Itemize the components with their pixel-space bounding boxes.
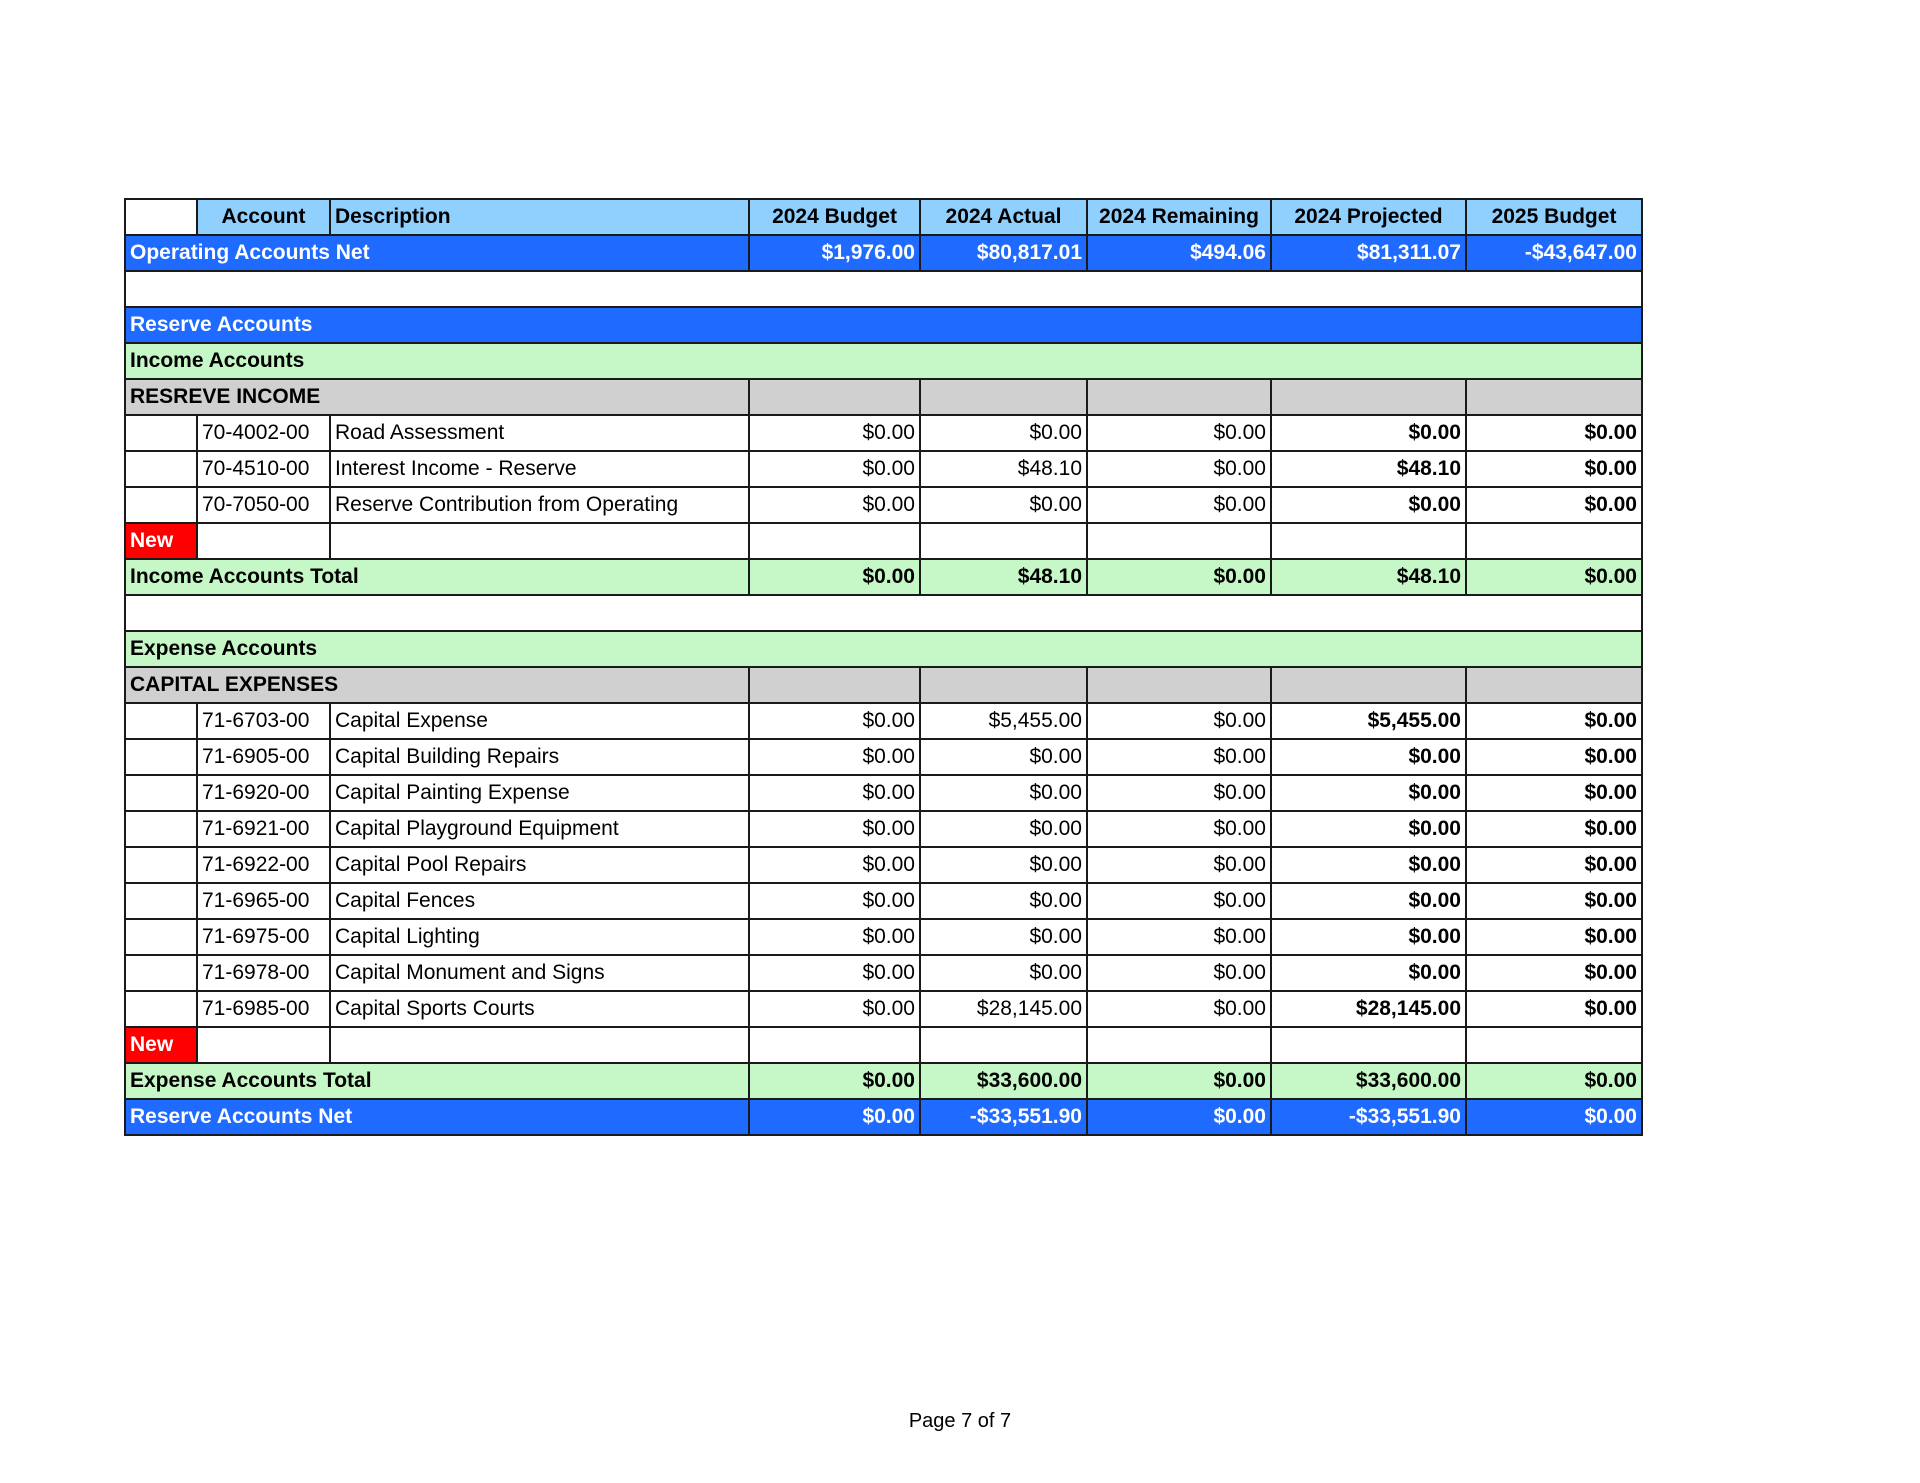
amount-cell: $0.00 [1466,739,1642,775]
operating-net-value: $81,311.07 [1271,235,1466,271]
income-group-label: RESREVE INCOME [125,379,749,415]
empty-cell [920,523,1087,559]
table-row [125,739,1642,775]
account-description: Capital Sports Courts [330,991,749,1027]
account-description: Capital Monument and Signs [330,955,749,991]
reserve-title: Reserve Accounts [125,307,1642,343]
header-col: 2024 Remaining [1087,199,1271,235]
row-marker [125,883,197,919]
table-row [125,451,1642,487]
account-code: 71-6920-00 [197,775,330,811]
amount-cell: $0.00 [920,415,1087,451]
total-value: $0.00 [749,1063,920,1099]
spacer [125,271,1642,307]
amount-cell: $0.00 [920,919,1087,955]
amount-cell: $0.00 [1087,775,1271,811]
amount-cell: $0.00 [920,811,1087,847]
table-row [125,991,1642,1027]
amount-cell: $0.00 [749,415,920,451]
amount-cell: $0.00 [1087,919,1271,955]
empty-cell [920,1027,1087,1063]
account-code: 70-7050-00 [197,487,330,523]
new-badge: New [125,523,197,559]
account-description: Capital Playground Equipment [330,811,749,847]
amount-cell: $0.00 [1466,451,1642,487]
row-marker [125,919,197,955]
amount-cell: $28,145.00 [920,991,1087,1027]
amount-cell: $0.00 [1087,739,1271,775]
group-blank [1271,379,1466,415]
total-value: $48.10 [1271,559,1466,595]
row-marker [125,991,197,1027]
expense-title: Expense Accounts [125,631,1642,667]
page-footer: Page 7 of 7 [908,1410,1012,1432]
amount-cell: $0.00 [749,919,920,955]
account-description: Capital Pool Repairs [330,847,749,883]
amount-cell: $28,145.00 [1271,991,1466,1027]
empty-cell [330,523,749,559]
empty-cell [1087,1027,1271,1063]
empty-cell [197,1027,330,1063]
group-blank [920,379,1087,415]
reserve-net-value: $0.00 [1466,1099,1642,1135]
spacer-row [125,271,1642,307]
amount-cell: $0.00 [1271,919,1466,955]
empty-cell [1271,1027,1466,1063]
expense-total-label: Expense Accounts Total [125,1063,749,1099]
amount-cell: $0.00 [749,883,920,919]
reserve-title-row [125,307,1642,343]
income-title: Income Accounts [125,343,1642,379]
expense-title-row [125,631,1642,667]
amount-cell: $0.00 [1087,811,1271,847]
empty-cell [749,1027,920,1063]
amount-cell: $48.10 [920,451,1087,487]
amount-cell: $0.00 [920,955,1087,991]
table-row [125,703,1642,739]
account-code: 71-6978-00 [197,955,330,991]
amount-cell: $0.00 [1466,955,1642,991]
budget-table [124,198,1643,1136]
group-blank [920,667,1087,703]
amount-cell: $0.00 [1466,775,1642,811]
row-marker [125,955,197,991]
group-blank [749,379,920,415]
row-marker [125,487,197,523]
amount-cell: $0.00 [920,883,1087,919]
reserve-net-value: -$33,551.90 [920,1099,1087,1135]
row-marker [125,415,197,451]
header-col: 2025 Budget [1466,199,1642,235]
total-value: $0.00 [1087,1063,1271,1099]
expense-group-label: CAPITAL EXPENSES [125,667,749,703]
amount-cell: $0.00 [1087,955,1271,991]
amount-cell: $0.00 [749,451,920,487]
amount-cell: $0.00 [1466,703,1642,739]
total-value: $0.00 [1087,559,1271,595]
amount-cell: $0.00 [1087,991,1271,1027]
empty-cell [749,523,920,559]
amount-cell: $0.00 [749,775,920,811]
amount-cell: $0.00 [749,703,920,739]
account-code: 70-4002-00 [197,415,330,451]
header-col: 2024 Budget [749,199,920,235]
spacer [125,595,1642,631]
amount-cell: $0.00 [1271,883,1466,919]
new-row [125,523,1642,559]
empty-cell [1466,523,1642,559]
empty-cell [197,523,330,559]
account-description: Road Assessment [330,415,749,451]
reserve-net-label: Reserve Accounts Net [125,1099,749,1135]
account-description: Capital Lighting [330,919,749,955]
table-row [125,811,1642,847]
operating-net-value: $80,817.01 [920,235,1087,271]
amount-cell: $0.00 [1271,487,1466,523]
reserve-net-value: -$33,551.90 [1271,1099,1466,1135]
account-description: Interest Income - Reserve [330,451,749,487]
amount-cell: $0.00 [920,739,1087,775]
amount-cell: $0.00 [1087,847,1271,883]
amount-cell: $0.00 [1087,451,1271,487]
amount-cell: $0.00 [1271,847,1466,883]
row-marker [125,703,197,739]
empty-cell [1466,1027,1642,1063]
table-row [125,847,1642,883]
amount-cell: $0.00 [1271,955,1466,991]
reserve-net-value: $0.00 [749,1099,920,1135]
amount-cell: $0.00 [1271,775,1466,811]
amount-cell: $0.00 [1466,847,1642,883]
row-marker [125,811,197,847]
amount-cell: $0.00 [1466,811,1642,847]
empty-cell [1087,523,1271,559]
total-value: $0.00 [1466,559,1642,595]
total-value: $0.00 [749,559,920,595]
amount-cell: $5,455.00 [920,703,1087,739]
income-title-row [125,343,1642,379]
amount-cell: $0.00 [1087,415,1271,451]
amount-cell: $0.00 [749,847,920,883]
account-description: Capital Painting Expense [330,775,749,811]
amount-cell: $0.00 [749,955,920,991]
amount-cell: $0.00 [1271,415,1466,451]
group-blank [1466,667,1642,703]
group-blank [1271,667,1466,703]
amount-cell: $0.00 [920,775,1087,811]
amount-cell: $0.00 [749,487,920,523]
operating-net-row [125,235,1642,271]
total-value: $33,600.00 [920,1063,1087,1099]
header-account: Account [197,199,330,235]
row-marker [125,775,197,811]
account-code: 71-6905-00 [197,739,330,775]
amount-cell: $0.00 [920,847,1087,883]
table-row [125,883,1642,919]
amount-cell: $0.00 [749,739,920,775]
income-total-label: Income Accounts Total [125,559,749,595]
total-value: $33,600.00 [1271,1063,1466,1099]
account-code: 71-6703-00 [197,703,330,739]
expense-total-row [125,1063,1642,1099]
table-row [125,955,1642,991]
header-col: 2024 Actual [920,199,1087,235]
table-row [125,487,1642,523]
group-blank [1087,667,1271,703]
amount-cell: $0.00 [1466,919,1642,955]
reserve-net-row [125,1099,1642,1135]
header-description: Description [330,199,749,235]
account-code: 71-6922-00 [197,847,330,883]
header-row [125,199,1642,235]
spacer-row [125,595,1642,631]
reserve-net-value: $0.00 [1087,1099,1271,1135]
row-marker [125,451,197,487]
income-total-row [125,559,1642,595]
amount-cell: $0.00 [1466,991,1642,1027]
amount-cell: $0.00 [1087,883,1271,919]
operating-net-value: -$43,647.00 [1466,235,1642,271]
row-marker [125,739,197,775]
amount-cell: $5,455.00 [1271,703,1466,739]
amount-cell: $0.00 [1271,739,1466,775]
account-description: Reserve Contribution from Operating [330,487,749,523]
amount-cell: $0.00 [920,487,1087,523]
amount-cell: $0.00 [1466,487,1642,523]
account-description: Capital Building Repairs [330,739,749,775]
table-row [125,415,1642,451]
amount-cell: $0.00 [749,991,920,1027]
account-code: 71-6975-00 [197,919,330,955]
total-value: $0.00 [1466,1063,1642,1099]
amount-cell: $0.00 [749,811,920,847]
operating-net-label: Operating Accounts Net [125,235,749,271]
amount-cell: $48.10 [1271,451,1466,487]
operating-net-value: $1,976.00 [749,235,920,271]
account-description: Capital Fences [330,883,749,919]
account-code: 71-6921-00 [197,811,330,847]
account-code: 71-6985-00 [197,991,330,1027]
account-description: Capital Expense [330,703,749,739]
group-blank [749,667,920,703]
amount-cell: $0.00 [1087,703,1271,739]
income-group-row [125,379,1642,415]
account-code: 71-6965-00 [197,883,330,919]
total-value: $48.10 [920,559,1087,595]
new-badge: New [125,1027,197,1063]
amount-cell: $0.00 [1087,487,1271,523]
new-row [125,1027,1642,1063]
amount-cell: $0.00 [1466,883,1642,919]
expense-group-row [125,667,1642,703]
table-row [125,919,1642,955]
amount-cell: $0.00 [1466,415,1642,451]
table-row [125,775,1642,811]
operating-net-value: $494.06 [1087,235,1271,271]
header-col: 2024 Projected [1271,199,1466,235]
header-blank [125,199,197,235]
group-blank [1466,379,1642,415]
amount-cell: $0.00 [1271,811,1466,847]
account-code: 70-4510-00 [197,451,330,487]
row-marker [125,847,197,883]
empty-cell [1271,523,1466,559]
group-blank [1087,379,1271,415]
empty-cell [330,1027,749,1063]
